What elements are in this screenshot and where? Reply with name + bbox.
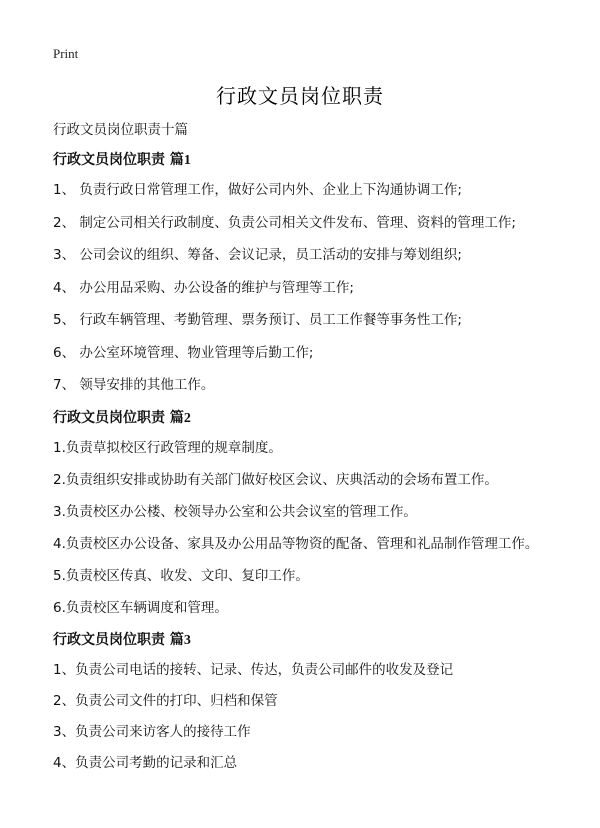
list-item: 6.负责校区车辆调度和管理。	[53, 599, 228, 616]
print-label: Print	[53, 46, 79, 61]
list-item: 1.负责草拟校区行政管理的规章制度。	[53, 439, 282, 456]
list-item: 1、 负责行政日常管理工作，做好公司内外、企业上下沟通协调工作;	[53, 182, 462, 198]
list-item: 6、 办公室环境管理、物业管理等后勤工作;	[53, 344, 314, 361]
section-3	[53, 630, 583, 784]
section-heading-number: 3	[183, 632, 191, 648]
list-item: 1、负责公司电话的接转、记录、传达，负责公司邮件的收发及登记	[53, 661, 454, 678]
list-item: 2、 制定公司相关行政制度、负责公司相关文件发布、管理、资料的管理工作;	[53, 214, 516, 231]
list-item: 7、 领导安排的其他工作。	[53, 377, 215, 393]
document-subtitle: 行政文员岗位职责十篇	[53, 122, 188, 138]
section-heading-text: 行政文员岗位职责 篇	[53, 409, 184, 426]
list-item: 4、 办公用品采购、办公设备的维护与管理等工作;	[53, 279, 354, 296]
section-heading	[53, 150, 583, 180]
section-2	[53, 408, 583, 630]
section-1	[53, 150, 583, 408]
list-item: 3、负责公司来访客人的接待工作	[53, 723, 251, 740]
section-heading-number: 1	[183, 153, 191, 168]
section-heading	[53, 630, 583, 660]
document-body	[53, 120, 583, 784]
list-item: 2、负责公司文件的打印、归档和保管	[53, 692, 278, 709]
section-heading-number: 2	[183, 410, 191, 426]
list-item: 5.负责校区传真、收发、文印、复印工作。	[53, 567, 309, 584]
list-item: 3.负责校区办公楼、校领导办公室和公共会议室的管理工作。	[53, 503, 417, 520]
list-item: 5、 行政车辆管理、考勤管理、票务预订、员工工作餐等事务性工作;	[53, 312, 462, 328]
list-item: 4、负责公司考勤的记录和汇总	[53, 754, 238, 771]
list-item: 4.负责校区办公设备、家具及办公用品等物资的配备、管理和礼品制作管理工作。	[53, 535, 539, 552]
list-item: 3、 公司会议的组织、筹备、会议记录，员工活动的安排与筹划组织;	[53, 247, 462, 263]
section-heading	[53, 408, 583, 438]
section-heading-text: 行政文员岗位职责 篇	[53, 152, 184, 168]
section-heading-text: 行政文员岗位职责 篇	[53, 631, 184, 648]
document-title: 行政文员岗位职责	[216, 84, 384, 108]
list-item: 2.负责组织安排或协助有关部门做好校区会议、庆典活动的会场布置工作。	[53, 471, 498, 488]
